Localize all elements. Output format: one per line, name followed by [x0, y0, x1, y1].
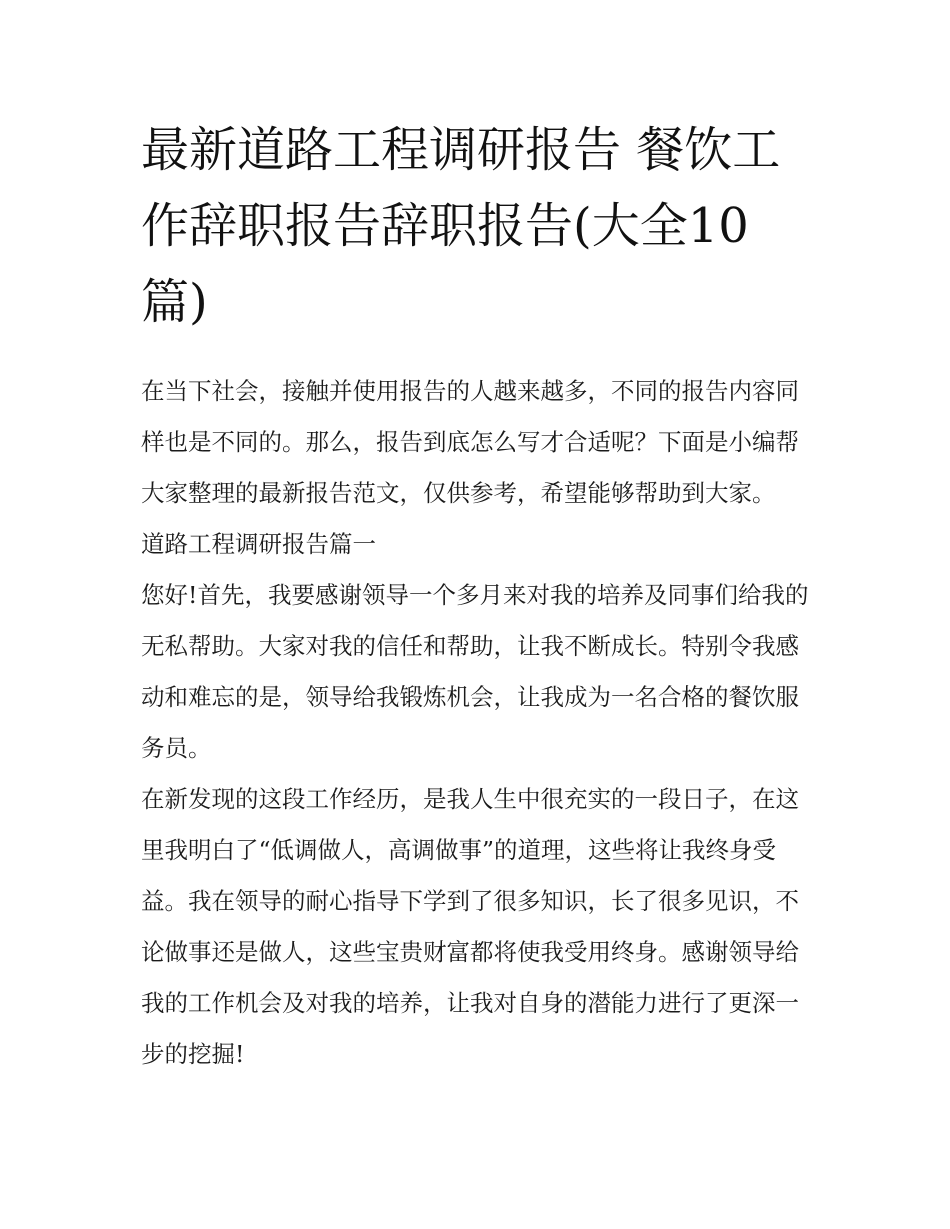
intro-paragraph: 在当下社会，接触并使用报告的人越来越多，不同的报告内容同样也是不同的。那么，报告到底怎么写才合适呢？下面是小编帮大家整理的最新报告范文，仅供参考，希望能够帮助到大家。: [141, 377, 799, 507]
document-title: 最新道路工程调研报告 餐饮工作辞职报告辞职报告(大全10篇): [141, 122, 781, 330]
body-paragraph-1: 您好!首先，我要感谢领导一个多月来对我的培养及同事们给我的无私帮助。大家对我的信任和帮助，让我不断成长。特别令我感动和难忘的是，领导给我锻炼机会，让我成为一名合格的餐饮服务员。: [141, 581, 809, 762]
section-heading: 道路工程调研报告篇一: [141, 530, 376, 558]
body-paragraph-2: 在新发现的这段工作经历，是我人生中很充实的一段日子，在这里我明白了“低调做人，高调做事”的道理，这些将让我终身受益。我在领导的耐心指导下学到了很多知识，长了很多见识，不论做事还是做人，这些宝贵财富都将使我受用终身。感谢领导给我的工作机会及对我的培养，让我对自身的潜能力进行了更深一步的挖掘!: [141, 785, 799, 1068]
document-body: [141, 112, 813, 1080]
